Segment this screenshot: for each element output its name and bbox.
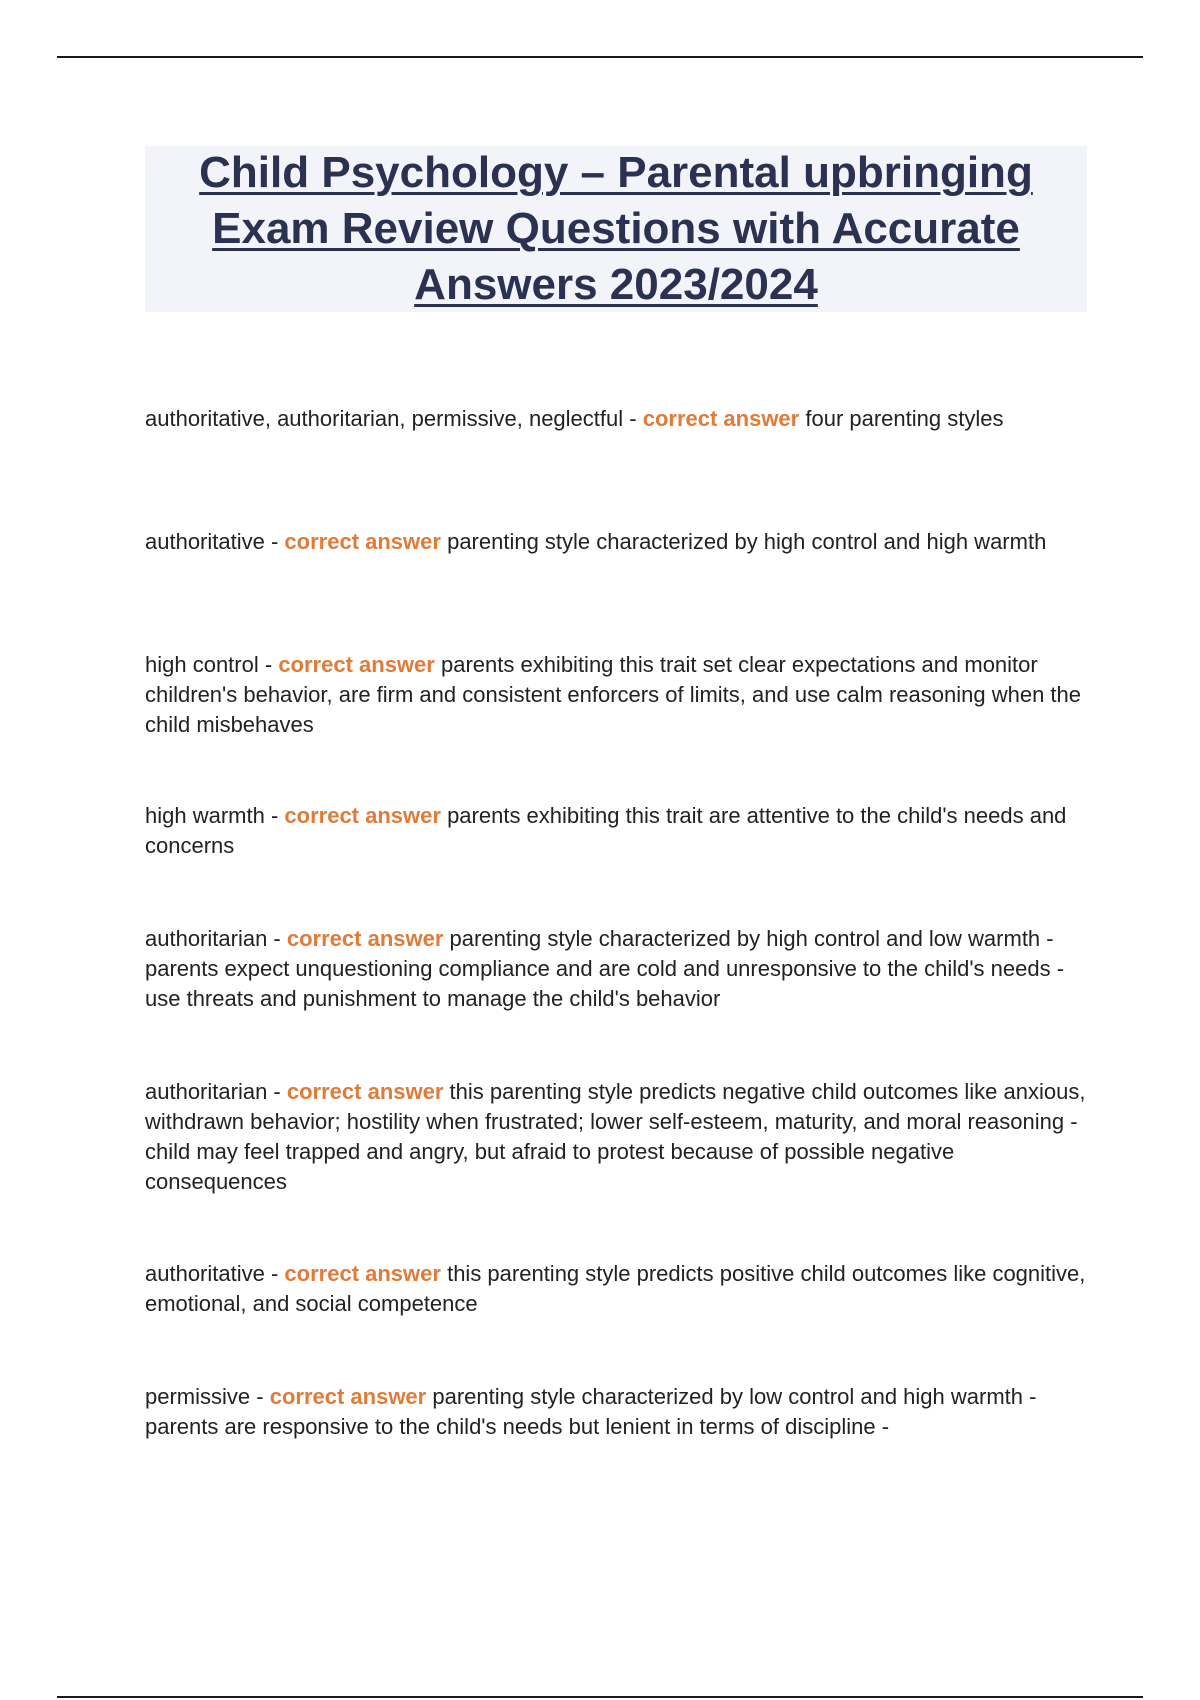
qa-definition: parents exhibiting this trait set clear expectations and monitor children's behavior, are firm and consistent enforcers of limits, and use calm reasoning when the child misbehaves [145, 652, 1082, 737]
answer-label: correct answer [286, 926, 444, 951]
qa-term: authoritative, authoritarian, permissive, neglectful [145, 406, 624, 431]
qa-separator: - [267, 926, 287, 951]
qa-item-7 [145, 1259, 1090, 1319]
title-banner [145, 146, 1087, 312]
qa-item-4 [145, 801, 1090, 861]
answer-label: correct answer [642, 406, 800, 431]
qa-definition: parenting style characterized by high control and high warmth [447, 529, 1047, 554]
qa-term: high control [145, 652, 259, 677]
answer-label: correct answer [278, 652, 435, 677]
document-title: Child Psychology – Parental upbringing Exam Review Questions with Accurate Answers 2023/2024 [199, 148, 1033, 309]
qa-separator: - [267, 1079, 287, 1104]
qa-term: authoritarian [145, 1079, 268, 1104]
qa-definition: parenting style characterized by low control and high warmth - parents are responsive to the child's needs but lenient in terms of discipline - [145, 1384, 1037, 1439]
bottom-rule [57, 1696, 1143, 1698]
top-rule [57, 56, 1143, 58]
qa-item-5 [145, 924, 1090, 1014]
qa-separator: - [623, 406, 643, 431]
qa-term: permissive [145, 1384, 251, 1409]
qa-item-1 [145, 404, 1090, 434]
qa-definition: parenting style characterized by high control and low warmth - parents expect unquestioning compliance and are cold and unresponsive to the child's needs - use threats and punishment to manage the child's behavior [145, 926, 1065, 1011]
answer-label: correct answer [284, 1261, 441, 1286]
qa-separator: - [258, 652, 279, 677]
answer-label: correct answer [284, 529, 441, 554]
qa-term: authoritative [145, 1261, 265, 1286]
qa-separator: - [264, 529, 285, 554]
qa-definition: parents exhibiting this trait are attentive to the child's needs and concerns [145, 803, 1067, 858]
qa-term: authoritarian [145, 926, 268, 951]
qa-term: high warmth [145, 803, 265, 828]
qa-separator: - [264, 1261, 285, 1286]
qa-definition: four parenting styles [805, 406, 1004, 431]
qa-item-6 [145, 1077, 1090, 1197]
qa-item-2 [145, 527, 1090, 557]
answer-label: correct answer [286, 1079, 444, 1104]
qa-item-3 [145, 650, 1090, 740]
qa-definition: this parenting style predicts positive child outcomes like cognitive, emotional, and social competence [145, 1261, 1086, 1316]
qa-term: authoritative [145, 529, 265, 554]
qa-definition: this parenting style predicts negative child outcomes like anxious, withdrawn behavior; hostility when frustrated; lower self-esteem, maturity, and moral reasoning - child may feel trapped and angry, but afraid to protest because of possible negative consequences [145, 1079, 1086, 1194]
qa-item-8 [145, 1382, 1090, 1442]
qa-separator: - [264, 803, 285, 828]
answer-label: correct answer [284, 803, 441, 828]
answer-label: correct answer [269, 1384, 427, 1409]
qa-separator: - [250, 1384, 270, 1409]
